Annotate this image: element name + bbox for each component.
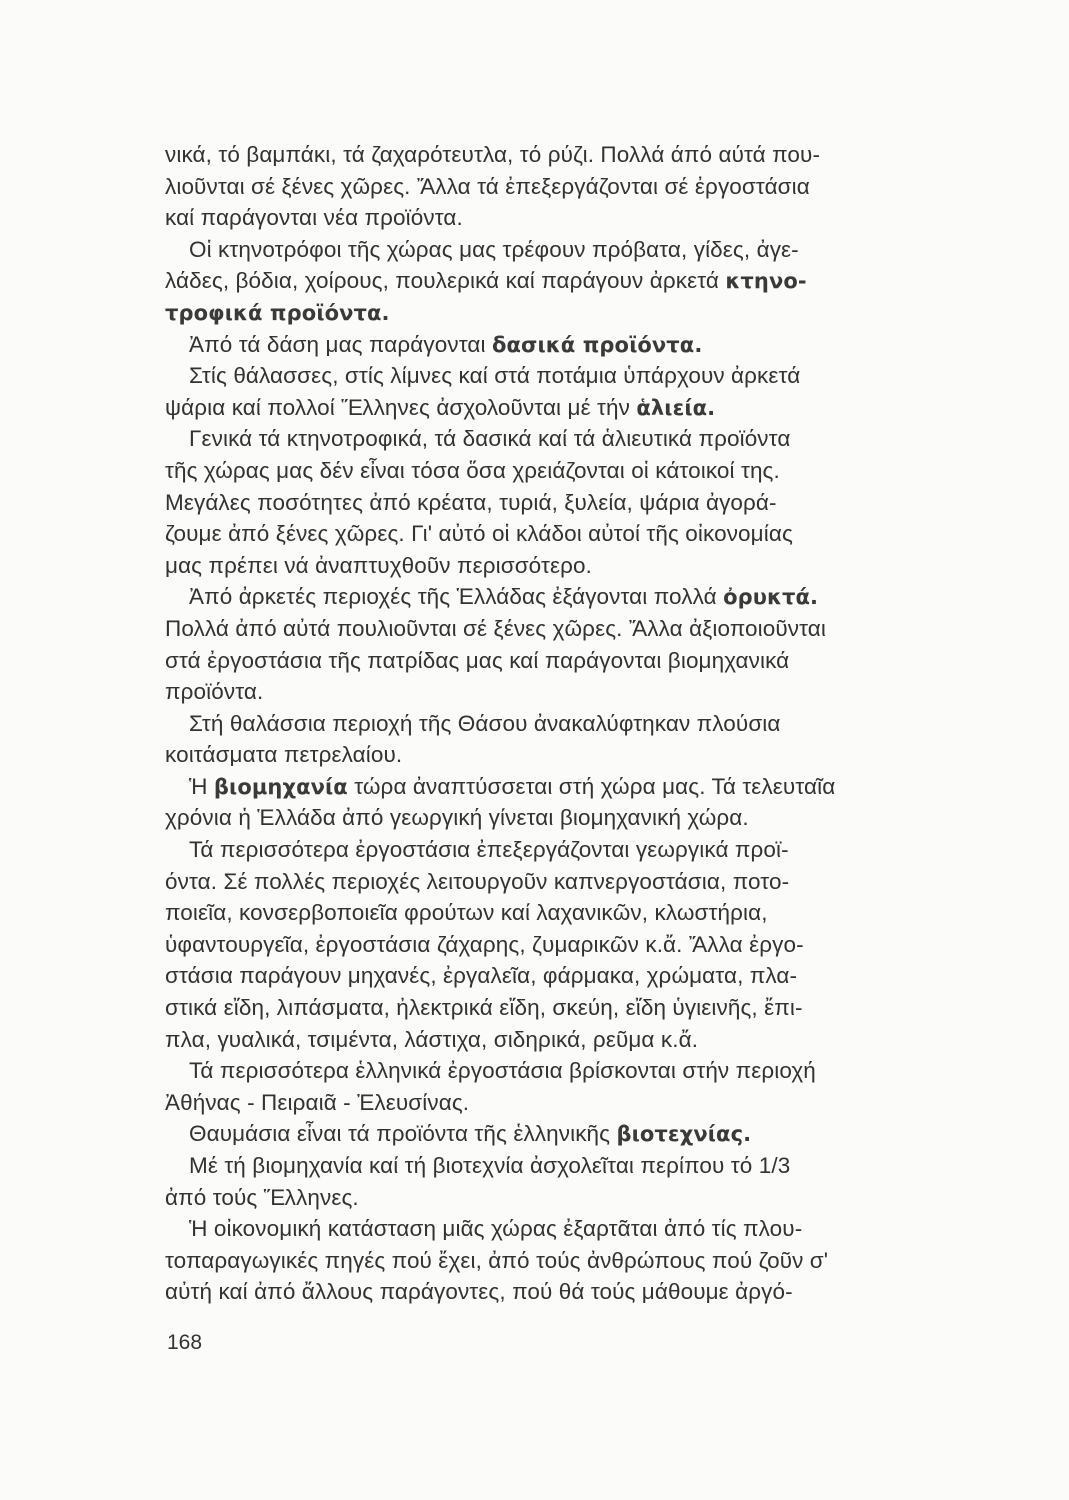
text-line: Ἀθήνας - Πειραιᾶ - Ἐλευσίνας. bbox=[165, 1089, 470, 1115]
text-line: αὐτή καί ἀπό ἄλλους παράγοντες, πού θά τούς μάθουμε ἀργό- bbox=[165, 1279, 793, 1305]
text-line bbox=[165, 1118, 950, 1150]
text-line: ἀπό τούς Ἕλληνες. bbox=[165, 1184, 359, 1210]
key-term: βιοτεχνίας. bbox=[616, 1122, 752, 1147]
text-segment: Ἡ bbox=[189, 773, 208, 799]
text-line: κοιτάσματα πετρελαίου. bbox=[165, 742, 403, 768]
key-term: βιομηχανία bbox=[213, 774, 348, 799]
text-segment: Ἀπό ἀρκετές περιοχές τῆς Ἑλλάδας ἐξάγονται πολλά bbox=[189, 584, 717, 610]
page-number: 168 bbox=[167, 1331, 203, 1354]
text-line bbox=[165, 265, 950, 297]
text-line bbox=[165, 771, 950, 803]
text-line: Μέ τή βιομηχανία καί τή βιοτεχνία ἀσχολεῖται περίπου τό 1/3 bbox=[189, 1153, 791, 1178]
text-line: νικά, τό βαμπάκι, τά ζαχαρότευτλα, τό ρύζι. Πολλά άπό αύτά που- bbox=[165, 142, 821, 167]
text-line bbox=[165, 297, 950, 329]
key-term: δασικά προϊόντα. bbox=[491, 332, 703, 357]
key-term: ἁλιεία. bbox=[636, 395, 716, 420]
text-line: Μεγάλες ποσότητες ἀπό κρέατα, τυριά, ξυλεία, ψάρια ἀγορά- bbox=[165, 489, 777, 515]
text-line: ζουμε ἀπό ξένες χῶρες. Γι' αὐτό οἱ κλάδοι αὐτοί τῆς οἰκονομίας bbox=[165, 521, 793, 547]
text-line: Στή θαλάσσια περιοχή τῆς Θάσου ἀνακαλύφτηκαν πλούσια bbox=[189, 710, 781, 736]
key-term: ὀρυκτά. bbox=[723, 585, 819, 610]
text-line: λιοῦνται σέ ξένες χῶρες. Ἄλλα τά ἐπεξεργάζονται σέ ἐργοστάσια bbox=[165, 173, 810, 199]
text-line: στά ἐργοστάσια τῆς πατρίδας μας καί παράγονται βιομηχανικά bbox=[165, 647, 790, 673]
text-line: μας πρέπει νά ἀναπτυχθοῦν περισσότερο. bbox=[165, 552, 592, 578]
text-line: τῆς χώρας μας δέν εἶναι τόσα ὅσα χρειάζονται οἱ κάτοικοί της. bbox=[165, 457, 780, 483]
text-line: Τά περισσότερα ἑλληνικά ἐργοστάσια βρίσκονται στήν περιοχή bbox=[189, 1058, 816, 1084]
text-segment: ψάρια καί πολλοί Ἕλληνες ἀσχολοῦνται μέ τήν bbox=[165, 394, 631, 420]
body-text bbox=[165, 139, 950, 1308]
text-line: Γενικά τά κτηνοτροφικά, τά δασικά καί τά ἁλιευτικά προϊόντα bbox=[189, 426, 791, 452]
text-segment: λάδες, βόδια, χοίρους, πουλερικά καί παράγουν ἀρκετά bbox=[165, 268, 720, 294]
text-line: στάσια παράγουν μηχανές, ἐργαλεῖα, φάρμακα, χρώματα, πλα- bbox=[165, 963, 798, 989]
text-line: Ἡ οἰκονομική κατάσταση μιᾶς χώρας ἐξαρτᾶται ἀπό τίς πλου- bbox=[189, 1216, 803, 1242]
key-term: τροφικά προϊόντα. bbox=[165, 300, 390, 325]
text-line bbox=[165, 329, 950, 361]
text-line: πλα, γυαλικά, τσιμέντα, λάστιχα, σιδηρικά, ρεῦμα κ.ἄ. bbox=[165, 1026, 699, 1052]
text-line: προϊόντα. bbox=[165, 679, 264, 705]
text-line: όντα. Σέ πολλές περιοχές λειτουργοῦν καπνεργοστάσια, ποτο- bbox=[165, 868, 790, 894]
text-line: ποιεῖα, κονσερβοποιεῖα φρούτων καί λαχανικῶν, κλωστήρια, bbox=[165, 900, 768, 926]
text-segment: Θαυμάσια εἶναι τά προϊόντα τῆς ἑλληνικῆς bbox=[189, 1121, 611, 1147]
text-line: τοπαραγωγικές πηγές πού ἔχει, ἀπό τούς ἀνθρώπους πού ζοῦν σ' bbox=[165, 1247, 829, 1273]
text-line: Τά περισσότερα ἐργοστάσια ἐπεξεργάζονται γεωργικά προϊ- bbox=[189, 837, 789, 863]
text-line: καί παράγονται νέα προϊόντα. bbox=[165, 205, 463, 231]
text-line: στικά εἴδη, λιπάσματα, ἠλεκτρικά εἴδη, σκεύη, εἴδη ὑγιεινῆς, ἔπι- bbox=[165, 995, 803, 1021]
text-segment: Ἀπό τά δάση μας παράγονται bbox=[189, 331, 486, 357]
text-line: Οἱ κτηνοτρόφοι τῆς χώρας μας τρέφουν πρόβατα, γίδες, ἀγε- bbox=[189, 236, 799, 262]
text-line: Πολλά ἀπό αὐτά πουλιοῦνται σέ ξένες χῶρες. Ἄλλα ἀξιοποιοῦνται bbox=[165, 615, 827, 641]
text-line: Στίς θάλασσες, στίς λίμνες καί στά ποτάμια ὑπάρχουν ἀρκετά bbox=[189, 363, 801, 389]
text-line: χρόνια ἡ Ἑλλάδα ἀπό γεωργική γίνεται βιομηχανική χώρα. bbox=[165, 805, 749, 831]
text-line: ὑφαντουργεῖα, ἐργοστάσια ζάχαρης, ζυμαρικῶν κ.ἄ. Ἄλλα ἐργο- bbox=[165, 931, 804, 957]
text-line bbox=[165, 392, 950, 424]
text-segment: τώρα ἀναπτύσσεται στή χώρα μας. Τά τελευταῖα bbox=[354, 773, 836, 799]
text-line bbox=[165, 581, 950, 613]
key-term: κτηνο- bbox=[725, 269, 807, 294]
